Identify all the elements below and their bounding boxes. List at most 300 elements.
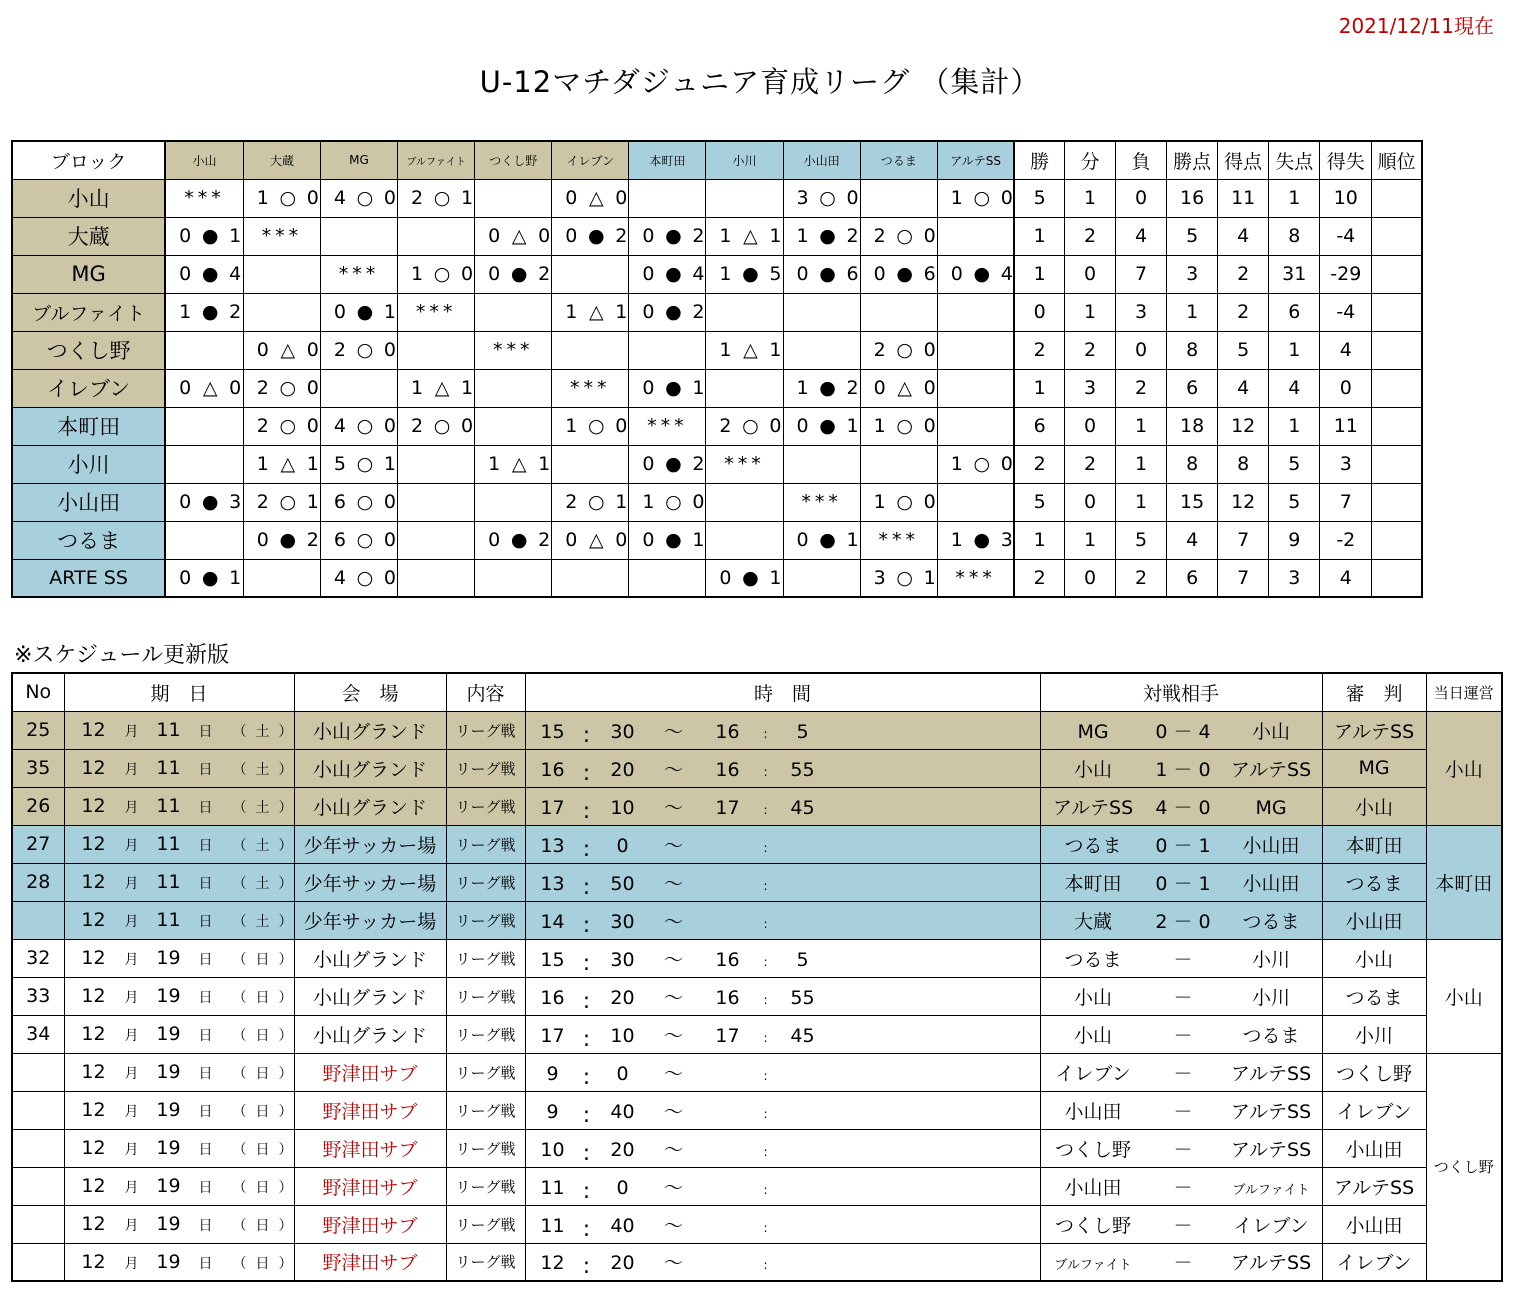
match-kind: リーグ戦 <box>446 1053 525 1091</box>
goals-against: 1 <box>306 491 319 513</box>
result-cell <box>783 255 860 293</box>
date-part: ） <box>278 952 293 968</box>
standings-row <box>12 407 1422 445</box>
date-part: ） <box>278 990 293 1006</box>
time-colon: : <box>582 950 591 976</box>
result-cell <box>860 483 937 521</box>
referee: 小川 <box>1322 1015 1426 1053</box>
result-cell <box>475 179 552 217</box>
result-symbol: ○ <box>279 415 297 437</box>
match-score: － <box>1173 1176 1193 1199</box>
result-cell <box>475 369 552 407</box>
standings-row <box>12 255 1422 293</box>
result-cell <box>783 483 860 521</box>
goals-against: 2 <box>692 453 705 475</box>
self-match-mark: *** <box>261 225 303 247</box>
match-date <box>64 787 294 825</box>
start-minute: 30 <box>610 948 635 971</box>
goals-for: 1 <box>410 377 424 399</box>
schedule-note: ※スケジュール更新版 <box>14 643 230 668</box>
goals-against: 1 <box>383 453 396 475</box>
goals-against: 4 <box>1000 263 1013 285</box>
time-separator: ～ <box>663 834 683 857</box>
goals-for: 1 <box>873 491 886 513</box>
goals-for: 0 <box>179 566 192 589</box>
self-match-mark: *** <box>570 377 611 399</box>
result-symbol: ● <box>896 263 913 285</box>
no-header: No <box>12 673 64 711</box>
goals-against: 1 <box>383 301 396 323</box>
result-cell <box>552 369 629 407</box>
date-part: 月 <box>124 1028 139 1044</box>
result-symbol: ○ <box>896 566 913 589</box>
result-cell <box>398 445 475 483</box>
match-score: 4 － 0 <box>1155 796 1211 819</box>
column-header-team: MG <box>320 141 397 179</box>
result-cell <box>706 483 783 521</box>
match-time <box>525 977 1040 1015</box>
date-part: 土 <box>255 876 270 892</box>
goals-for: 0 <box>565 187 578 209</box>
match-time <box>525 749 1040 787</box>
stat-value: 7 <box>1320 483 1372 521</box>
standings-row <box>12 179 1422 217</box>
date-part: 日 <box>255 1218 270 1234</box>
goals-for: 0 <box>488 529 501 551</box>
goals-against: 1 <box>769 339 782 361</box>
time-colon: : <box>582 1102 591 1128</box>
team-name: 大蔵 <box>12 217 165 255</box>
date-part: 12 <box>81 985 106 1007</box>
time-colon: : <box>582 1026 591 1052</box>
time-colon: : <box>582 1140 591 1166</box>
result-cell <box>475 217 552 255</box>
result-symbol: ○ <box>896 491 913 513</box>
result-symbol: ○ <box>356 187 374 209</box>
match-score: 0 － 1 <box>1155 872 1211 895</box>
goals-for: 4 <box>333 415 346 437</box>
time-separator: ～ <box>663 1252 683 1275</box>
date-part: 19 <box>156 1213 181 1235</box>
match-kind: リーグ戦 <box>446 863 525 901</box>
time-colon: : <box>763 954 768 969</box>
match-score: － <box>1173 1100 1193 1123</box>
schedule-row <box>12 787 1502 825</box>
result-cell <box>783 293 860 331</box>
date-part: 12 <box>81 871 106 893</box>
column-header-team: 本町田 <box>629 141 706 179</box>
self-match-mark: *** <box>184 187 225 209</box>
goals-for: 1 <box>256 453 269 475</box>
self-match-mark: *** <box>415 301 457 323</box>
away-team: アルテSS <box>1230 1100 1312 1123</box>
goals-for: 0 <box>488 263 501 285</box>
result-symbol: ● <box>201 566 219 589</box>
result-cell <box>475 483 552 521</box>
stat-value: 6 <box>1167 559 1218 597</box>
result-cell <box>552 521 629 559</box>
date-part: 12 <box>81 947 106 969</box>
stat-value: 2 <box>1014 445 1064 483</box>
venue: 小山グランド <box>294 1015 446 1053</box>
match-teams <box>1040 863 1322 901</box>
time-separator: ～ <box>663 986 683 1009</box>
stat-value: 4 <box>1167 521 1218 559</box>
result-cell <box>783 559 860 597</box>
result-cell <box>398 255 475 293</box>
match-time <box>525 863 1040 901</box>
venue: 少年サッカー場 <box>294 863 446 901</box>
schedule-row <box>12 1129 1502 1167</box>
date-part: 日 <box>198 1218 213 1234</box>
date-part: 月 <box>124 1104 139 1120</box>
ops-team: 本町田 <box>1426 825 1502 939</box>
goals-against: 0 <box>1000 453 1013 475</box>
date-part: 日 <box>198 1066 213 1082</box>
stat-value: 3 <box>1064 369 1115 407</box>
stat-value: 4 <box>1269 369 1320 407</box>
column-header-team: つくし野 <box>475 141 552 179</box>
stat-header: 得点 <box>1218 141 1269 179</box>
stat-header: 分 <box>1064 141 1115 179</box>
stat-value: 8 <box>1167 331 1218 369</box>
goals-for: 0 <box>642 225 655 247</box>
goals-for: 0 <box>179 225 192 247</box>
stat-value: 0 <box>1064 483 1115 521</box>
goals-against: 1 <box>846 529 859 551</box>
stat-value: 1 <box>1064 179 1115 217</box>
time-separator: ～ <box>663 872 683 895</box>
date-part: （ <box>232 1180 247 1196</box>
goals-against: 0 <box>846 187 859 209</box>
result-cell <box>860 255 937 293</box>
standings-row <box>12 369 1422 407</box>
match-teams <box>1040 787 1322 825</box>
result-symbol: ● <box>665 453 682 475</box>
stat-value: 2 <box>1218 255 1269 293</box>
result-cell <box>320 255 397 293</box>
start-minute: 0 <box>616 834 629 857</box>
date-part: 日 <box>198 1180 213 1196</box>
match-date <box>64 825 294 863</box>
result-cell <box>475 445 552 483</box>
schedule-row <box>12 939 1502 977</box>
goals-against: 0 <box>460 415 474 437</box>
goals-for: 0 <box>179 491 192 513</box>
result-cell <box>629 369 706 407</box>
date-part: 土 <box>255 762 270 778</box>
venue: 野津田サブ <box>294 1053 446 1091</box>
result-symbol: ○ <box>279 491 297 513</box>
goals-against: 0 <box>383 187 396 209</box>
result-cell <box>937 331 1014 369</box>
start-minute: 30 <box>610 910 635 933</box>
goals-against: 2 <box>538 529 551 551</box>
team-name: 小川 <box>12 445 165 483</box>
goals-for: 0 <box>796 415 809 437</box>
match-score: － <box>1173 1138 1193 1161</box>
home-team: ブルファイト <box>1054 1258 1132 1274</box>
goals-for: 1 <box>488 453 501 475</box>
date-part: （ <box>232 1028 247 1044</box>
time-colon: : <box>763 1030 768 1045</box>
result-cell <box>475 559 552 597</box>
referee: 小山 <box>1322 787 1426 825</box>
result-symbol: ● <box>279 529 297 551</box>
date-part: 日 <box>198 762 213 778</box>
result-symbol: ○ <box>973 187 991 209</box>
end-minute: 55 <box>790 986 815 1009</box>
date-part: 12 <box>81 1061 106 1083</box>
schedule-row <box>12 749 1502 787</box>
match-time <box>525 1053 1040 1091</box>
date-part: ） <box>278 1142 293 1158</box>
result-cell <box>165 179 243 217</box>
goals-against: 2 <box>846 377 859 399</box>
start-minute: 20 <box>610 1252 635 1275</box>
result-cell <box>783 179 860 217</box>
result-symbol: ○ <box>279 187 297 209</box>
result-cell <box>475 521 552 559</box>
date-part: （ <box>232 724 247 740</box>
result-cell <box>629 179 706 217</box>
result-symbol: ○ <box>896 415 913 437</box>
stat-value: 3 <box>1167 255 1218 293</box>
goals-for: 1 <box>565 415 578 437</box>
stat-value <box>1372 521 1422 559</box>
goals-against: 0 <box>692 491 705 513</box>
venue: 小山グランド <box>294 787 446 825</box>
match-kind: リーグ戦 <box>446 1129 525 1167</box>
date-part: 月 <box>124 1142 139 1158</box>
date-part: 土 <box>255 838 270 854</box>
time-colon: : <box>582 1178 591 1204</box>
result-symbol: ● <box>819 225 836 247</box>
block-header: ブロック <box>12 141 165 179</box>
match-number <box>12 1053 64 1091</box>
match-teams <box>1040 1243 1322 1281</box>
stat-value: 5 <box>1218 331 1269 369</box>
goals-against: 6 <box>923 263 936 285</box>
result-cell <box>165 255 243 293</box>
result-cell <box>398 521 475 559</box>
goals-for: 2 <box>873 339 886 361</box>
away-team: 小山 <box>1251 720 1290 743</box>
self-match-mark: *** <box>647 415 688 437</box>
start-minute: 10 <box>610 1024 635 1047</box>
goals-against: 1 <box>692 529 705 551</box>
goals-for: 0 <box>642 377 655 399</box>
result-cell <box>243 369 320 407</box>
match-date <box>64 1015 294 1053</box>
match-kind: リーグ戦 <box>446 1091 525 1129</box>
time-colon: : <box>763 1258 768 1273</box>
stat-value: 2 <box>1116 559 1167 597</box>
result-symbol: ○ <box>896 225 913 247</box>
result-cell <box>706 331 783 369</box>
date-part: 11 <box>156 871 181 893</box>
schedule-table <box>11 672 1503 1282</box>
start-hour: 10 <box>540 1138 565 1161</box>
stat-value <box>1372 559 1422 597</box>
result-cell <box>243 483 320 521</box>
home-team: アルテSS <box>1052 796 1134 819</box>
goals-for: 1 <box>719 339 732 361</box>
match-date <box>64 1053 294 1091</box>
goals-against: 1 <box>692 377 705 399</box>
date-part: 19 <box>156 1099 181 1121</box>
match-score: 0 － 1 <box>1155 834 1211 857</box>
time-separator: ～ <box>663 1214 683 1237</box>
result-cell <box>398 293 475 331</box>
result-symbol: ● <box>201 491 219 513</box>
stat-value: 18 <box>1167 407 1218 445</box>
stat-value <box>1372 255 1422 293</box>
venue-header: 会 場 <box>294 673 446 711</box>
team-name: MG <box>12 255 165 293</box>
goals-for: 6 <box>333 491 346 513</box>
result-cell <box>706 445 783 483</box>
stat-value: 6 <box>1014 407 1064 445</box>
stat-header: 負 <box>1116 141 1167 179</box>
result-symbol: ○ <box>973 453 991 475</box>
goals-against: 0 <box>460 263 474 285</box>
goals-against: 0 <box>923 339 936 361</box>
goals-for: 2 <box>256 415 269 437</box>
start-hour: 15 <box>540 720 565 743</box>
date-part: （ <box>232 1255 247 1272</box>
away-team: 小山田 <box>1242 872 1300 895</box>
date-part: （ <box>232 1066 247 1082</box>
date-part: （ <box>232 990 247 1006</box>
goals-for: 1 <box>796 225 809 247</box>
result-cell <box>937 369 1014 407</box>
venue: 少年サッカー場 <box>294 901 446 939</box>
goals-against: 2 <box>692 225 705 247</box>
result-cell <box>320 369 397 407</box>
goals-against: 4 <box>692 263 705 285</box>
goals-against: 0 <box>615 415 628 437</box>
match-number <box>12 1243 64 1281</box>
goals-for: 0 <box>642 529 655 551</box>
time-colon: : <box>582 912 591 938</box>
date-part: 19 <box>156 947 181 969</box>
goals-against: 1 <box>846 415 859 437</box>
result-symbol: ● <box>665 225 682 247</box>
date-part: ） <box>278 800 293 816</box>
result-cell <box>629 293 706 331</box>
team-name: つるま <box>12 521 165 559</box>
stat-value: 0 <box>1116 179 1167 217</box>
standings-header-row <box>12 141 1422 179</box>
as-of-date: 2021/12/11現在 <box>1338 14 1494 38</box>
result-symbol: △ <box>897 377 912 399</box>
result-cell <box>937 559 1014 597</box>
date-part: 月 <box>124 1066 139 1082</box>
time-separator: ～ <box>663 1024 683 1047</box>
result-symbol: ○ <box>433 415 451 437</box>
match-kind: リーグ戦 <box>446 787 525 825</box>
result-symbol: ● <box>665 301 682 323</box>
stat-value: 1 <box>1014 255 1064 293</box>
result-cell <box>552 445 629 483</box>
result-cell <box>860 521 937 559</box>
match-teams <box>1040 825 1322 863</box>
result-cell <box>475 407 552 445</box>
date-part: 日 <box>255 1104 270 1120</box>
result-symbol: ● <box>665 529 682 551</box>
date-part: （ <box>232 838 247 854</box>
goals-against: 0 <box>306 415 319 437</box>
date-part: 19 <box>156 1250 181 1273</box>
date-part: 月 <box>124 1218 139 1234</box>
match-number <box>12 901 64 939</box>
date-part: 日 <box>198 838 213 854</box>
goals-for: 0 <box>642 453 655 475</box>
stat-value <box>1372 179 1422 217</box>
stat-value: 0 <box>1116 331 1167 369</box>
stat-value <box>1372 293 1422 331</box>
date-part: 日 <box>255 1028 270 1044</box>
referee: イレブン <box>1322 1091 1426 1129</box>
result-cell <box>706 407 783 445</box>
date-part: ） <box>278 914 293 930</box>
result-cell <box>552 559 629 597</box>
match-number <box>12 1091 64 1129</box>
stat-value <box>1372 483 1422 521</box>
result-symbol: ○ <box>665 491 682 513</box>
goals-against: 0 <box>1000 187 1013 209</box>
match-number: 35 <box>12 749 64 787</box>
goals-for: 2 <box>873 225 886 247</box>
stat-value: 1 <box>1269 331 1320 369</box>
date-part: （ <box>232 876 247 892</box>
standings-row <box>12 521 1422 559</box>
goals-for: 1 <box>796 377 809 399</box>
result-cell <box>860 331 937 369</box>
stat-header: 勝 <box>1014 141 1064 179</box>
result-symbol: ● <box>973 529 991 551</box>
result-cell <box>552 407 629 445</box>
date-part: 11 <box>156 757 181 779</box>
result-symbol: △ <box>588 187 604 209</box>
goals-for: 0 <box>796 529 809 551</box>
match-number <box>12 1129 64 1167</box>
stat-value: 5 <box>1014 483 1064 521</box>
stat-value: 4 <box>1218 369 1269 407</box>
stat-value: 1 <box>1064 293 1115 331</box>
result-cell <box>783 331 860 369</box>
match-number: 28 <box>12 863 64 901</box>
result-cell <box>320 483 397 521</box>
goals-for: 2 <box>410 415 424 437</box>
stat-value <box>1372 407 1422 445</box>
home-team: 小山 <box>1073 1024 1112 1047</box>
time-colon: : <box>763 878 768 893</box>
start-minute: 40 <box>610 1214 635 1237</box>
venue: 野津田サブ <box>294 1205 446 1243</box>
time-colon: : <box>582 1216 591 1242</box>
date-part: ） <box>278 1066 293 1082</box>
start-minute: 20 <box>610 758 635 781</box>
result-cell <box>783 407 860 445</box>
schedule-row <box>12 1167 1502 1205</box>
date-part: 11 <box>156 719 181 741</box>
stat-value: 9 <box>1269 521 1320 559</box>
venue: 小山グランド <box>294 939 446 977</box>
date-part: 19 <box>156 1023 181 1045</box>
result-cell <box>706 293 783 331</box>
